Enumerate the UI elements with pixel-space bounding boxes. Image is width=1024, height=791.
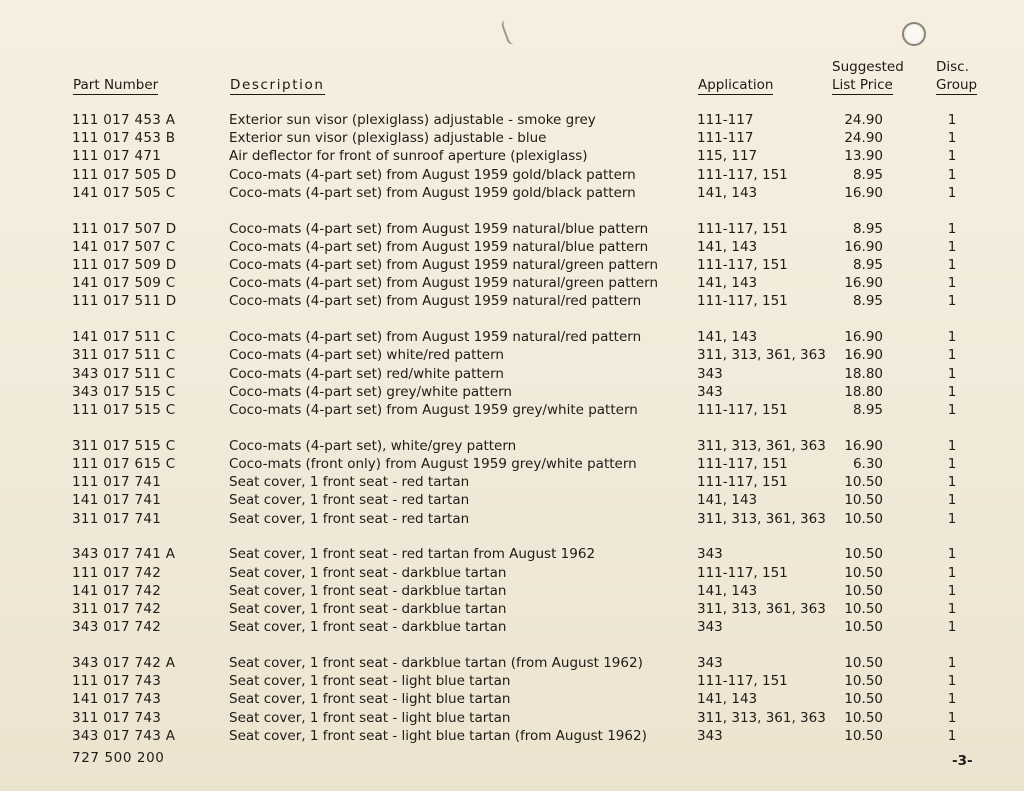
- disc-group-cell: 1: [947, 727, 957, 744]
- page-number: -3-: [952, 753, 973, 769]
- part-number-cell: 311 017 511 C: [72, 347, 176, 364]
- price-cell: 13.90: [844, 148, 883, 165]
- disc-group-cell: 1: [947, 437, 957, 454]
- price-cell: 8.95: [852, 293, 883, 310]
- price-cell: 10.50: [844, 546, 883, 563]
- part-number-cell: 343 017 741 A: [72, 546, 176, 563]
- table-row: [0, 654, 1024, 672]
- application-cell: 343: [697, 655, 723, 671]
- application-cell: 311, 313, 361, 363: [697, 510, 826, 527]
- description-cell: Seat cover, 1 front seat - red tartan: [229, 510, 470, 527]
- description-cell: Coco-mats (4-part set) from August 1959 natural/green pattern: [229, 257, 659, 273]
- disc-group-cell: 1: [947, 365, 957, 382]
- table-row: [0, 690, 1024, 708]
- price-cell: 10.50: [844, 727, 883, 744]
- description-cell: Seat cover, 1 front seat - light blue tartan (from August 1962): [229, 727, 647, 744]
- header-disc-group-line2: Group: [936, 77, 978, 93]
- price-cell: 8.95: [852, 220, 883, 237]
- part-number-cell: 343 017 515 C: [72, 383, 176, 400]
- part-number-cell: 141 017 507 C: [72, 238, 176, 255]
- description-cell: Seat cover, 1 front seat - red tartan: [229, 474, 470, 491]
- part-number-cell: 141 017 742: [72, 582, 162, 599]
- part-number-cell: 111 017 505 D: [72, 166, 177, 183]
- table-row: [0, 111, 1024, 129]
- disc-group-cell: 1: [947, 184, 957, 201]
- disc-group-cell: 1: [947, 456, 957, 472]
- disc-group-cell: 1: [947, 673, 957, 690]
- disc-group-cell: 1: [947, 130, 957, 147]
- price-cell: 24.90: [844, 130, 883, 147]
- application-cell: 111-117: [697, 130, 754, 147]
- price-cell: 10.50: [844, 510, 883, 527]
- table-row: [0, 672, 1024, 690]
- description-cell: Coco-mats (4-part set) from August 1959 natural/blue pattern: [229, 238, 649, 255]
- description-cell: Seat cover, 1 front seat - red tartan: [229, 492, 470, 509]
- application-cell: 343: [697, 365, 723, 382]
- application-cell: 111-117, 151: [697, 456, 788, 472]
- application-cell: 141, 143: [697, 492, 758, 509]
- description-cell: Coco-mats (4-part set), white/grey pattern: [229, 437, 517, 454]
- price-cell: 24.90: [844, 112, 883, 128]
- application-cell: 111-117: [697, 112, 754, 128]
- table-row: [0, 166, 1024, 184]
- description-cell: Coco-mats (4-part set) from August 1959 gold/black pattern: [229, 166, 636, 183]
- description-cell: Seat cover, 1 front seat - light blue tartan: [229, 709, 511, 726]
- part-number-cell: 141 017 511 C: [72, 329, 176, 346]
- table-row: [0, 220, 1024, 238]
- table-row: [0, 582, 1024, 600]
- disc-group-cell: 1: [947, 492, 957, 509]
- part-number-cell: 141 017 509 C: [72, 275, 176, 292]
- price-cell: 10.50: [844, 619, 883, 636]
- price-cell: 10.50: [844, 655, 883, 671]
- table-row: [0, 383, 1024, 401]
- disc-group-cell: 1: [947, 564, 957, 581]
- part-number-cell: 343 017 743 A: [72, 727, 176, 744]
- disc-group-cell: 1: [947, 166, 957, 183]
- part-number-cell: 311 017 742: [72, 601, 162, 617]
- part-number-cell: 343 017 511 C: [72, 365, 176, 382]
- table-row: [0, 129, 1024, 147]
- price-cell: 10.50: [844, 709, 883, 726]
- application-cell: 343: [697, 546, 723, 563]
- disc-group-cell: 1: [947, 238, 957, 255]
- application-cell: 141, 143: [697, 691, 758, 708]
- table-row: [0, 292, 1024, 310]
- part-number-cell: 141 017 741: [72, 492, 162, 509]
- part-number-cell: 111 017 511 D: [72, 293, 177, 310]
- application-cell: 111-117, 151: [697, 402, 788, 418]
- disc-group-cell: 1: [947, 112, 957, 128]
- price-cell: 10.50: [844, 582, 883, 599]
- description-cell: Seat cover, 1 front seat - darkblue tartan: [229, 619, 507, 636]
- disc-group-cell: 1: [947, 383, 957, 400]
- part-number-cell: 311 017 741: [72, 510, 162, 527]
- table-row: [0, 491, 1024, 509]
- price-cell: 16.90: [844, 238, 883, 255]
- disc-group-cell: 1: [947, 546, 957, 563]
- price-cell: 10.50: [844, 564, 883, 581]
- fold-mark: [500, 16, 524, 46]
- application-cell: 111-117, 151: [697, 673, 788, 690]
- price-cell: 10.50: [844, 492, 883, 509]
- part-number-cell: 111 017 515 C: [72, 402, 176, 418]
- part-number-cell: 141 017 743: [72, 691, 162, 708]
- description-cell: Seat cover, 1 front seat - light blue tartan: [229, 673, 511, 690]
- disc-group-cell: 1: [947, 510, 957, 527]
- disc-group-cell: 1: [947, 293, 957, 310]
- description-cell: Coco-mats (4-part set) from August 1959 natural/green pattern: [229, 275, 659, 292]
- application-cell: 141, 143: [697, 238, 758, 255]
- description-cell: Air deflector for front of sunroof aperture (plexiglass): [229, 148, 588, 165]
- description-cell: Seat cover, 1 front seat - darkblue tartan: [229, 582, 507, 599]
- price-cell: 16.90: [844, 275, 883, 292]
- disc-group-cell: 1: [947, 257, 957, 273]
- disc-group-cell: 1: [947, 275, 957, 292]
- part-number-cell: 111 017 615 C: [72, 456, 176, 472]
- part-number-cell: 111 017 509 D: [72, 257, 177, 273]
- part-number-cell: 343 017 742 A: [72, 655, 176, 671]
- disc-group-cell: 1: [947, 601, 957, 617]
- part-number-cell: 111 017 507 D: [72, 220, 177, 237]
- application-cell: 141, 143: [697, 184, 758, 201]
- application-cell: 141, 143: [697, 329, 758, 346]
- price-cell: 8.95: [852, 402, 883, 418]
- description-cell: Seat cover, 1 front seat - darkblue tartan: [229, 601, 507, 617]
- header-description: Description: [230, 77, 325, 93]
- table-row: [0, 238, 1024, 256]
- table-row: [0, 256, 1024, 274]
- price-cell: 18.80: [844, 365, 883, 382]
- description-cell: Seat cover, 1 front seat - light blue tartan: [229, 691, 511, 708]
- disc-group-cell: 1: [947, 402, 957, 418]
- description-cell: Coco-mats (4-part set) from August 1959 natural/red pattern: [229, 293, 642, 310]
- application-cell: 141, 143: [697, 582, 758, 599]
- disc-group-cell: 1: [947, 148, 957, 165]
- application-cell: 111-117, 151: [697, 220, 788, 237]
- table-row: [0, 545, 1024, 563]
- header-disc-group: [936, 58, 977, 94]
- disc-group-cell: 1: [947, 619, 957, 636]
- disc-group-cell: 1: [947, 329, 957, 346]
- price-cell: 10.50: [844, 474, 883, 491]
- disc-group-cell: 1: [947, 655, 957, 671]
- price-cell: 10.50: [844, 601, 883, 617]
- disc-group-cell: 1: [947, 220, 957, 237]
- table-row: [0, 401, 1024, 419]
- description-cell: Exterior sun visor (plexiglass) adjustable - blue: [229, 130, 547, 147]
- application-cell: 111-117, 151: [697, 257, 788, 273]
- part-number-cell: 111 017 741: [72, 474, 162, 491]
- table-row: [0, 600, 1024, 618]
- description-cell: Exterior sun visor (plexiglass) adjustable - smoke grey: [229, 112, 596, 128]
- description-cell: Coco-mats (front only) from August 1959 grey/white pattern: [229, 456, 637, 472]
- price-cell: 16.90: [844, 437, 883, 454]
- description-cell: Coco-mats (4-part set) from August 1959 natural/blue pattern: [229, 220, 649, 237]
- part-number-cell: 111 017 453 A: [72, 112, 176, 128]
- punch-hole: [902, 22, 926, 46]
- price-cell: 16.90: [844, 184, 883, 201]
- application-cell: 111-117, 151: [697, 293, 788, 310]
- price-cell: 18.80: [844, 383, 883, 400]
- description-cell: Coco-mats (4-part set) from August 1959 gold/black pattern: [229, 184, 636, 201]
- part-number-cell: 111 017 471: [72, 148, 162, 165]
- price-cell: 6.30: [852, 456, 883, 472]
- application-cell: 311, 313, 361, 363: [697, 709, 826, 726]
- application-cell: 343: [697, 619, 723, 636]
- description-cell: Coco-mats (4-part set) from August 1959 grey/white pattern: [229, 402, 638, 418]
- header-list-price-line2: List Price: [832, 77, 893, 93]
- application-cell: 311, 313, 361, 363: [697, 347, 826, 364]
- price-cell: 16.90: [844, 347, 883, 364]
- description-cell: Seat cover, 1 front seat - darkblue tartan: [229, 564, 507, 581]
- header-disc-group-line1: Disc.: [936, 59, 969, 75]
- application-cell: 311, 313, 361, 363: [697, 437, 826, 454]
- table-row: [0, 184, 1024, 202]
- header-part-number: Part Number: [73, 77, 159, 93]
- description-cell: Coco-mats (4-part set) from August 1959 natural/red pattern: [229, 329, 642, 346]
- description-cell: Coco-mats (4-part set) red/white pattern: [229, 365, 504, 382]
- application-cell: 111-117, 151: [697, 474, 788, 491]
- part-number-cell: 111 017 743: [72, 673, 162, 690]
- application-cell: 111-117, 151: [697, 166, 788, 183]
- price-cell: 8.95: [852, 166, 883, 183]
- part-number-cell: 311 017 515 C: [72, 437, 176, 454]
- application-cell: 141, 143: [697, 275, 758, 292]
- part-number-cell: 311 017 743: [72, 709, 162, 726]
- table-row: [0, 564, 1024, 582]
- price-cell: 16.90: [844, 329, 883, 346]
- part-number-cell: 141 017 505 C: [72, 184, 176, 201]
- price-cell: 10.50: [844, 691, 883, 708]
- application-cell: 311, 313, 361, 363: [697, 601, 826, 617]
- disc-group-cell: 1: [947, 691, 957, 708]
- application-cell: 343: [697, 727, 723, 744]
- table-row: [0, 709, 1024, 727]
- application-cell: 115, 117: [697, 148, 758, 165]
- table-row: [0, 473, 1024, 491]
- table-row: [0, 365, 1024, 383]
- disc-group-cell: 1: [947, 347, 957, 364]
- header-application: Application: [698, 77, 774, 93]
- description-cell: Seat cover, 1 front seat - red tartan from August 1962: [229, 546, 596, 563]
- part-number-cell: 111 017 742: [72, 564, 162, 581]
- price-cell: 8.95: [852, 257, 883, 273]
- table-row: [0, 346, 1024, 364]
- disc-group-cell: 1: [947, 709, 957, 726]
- application-cell: 111-117, 151: [697, 564, 788, 581]
- disc-group-cell: 1: [947, 582, 957, 599]
- part-number-cell: 343 017 742: [72, 619, 162, 636]
- header-list-price: [832, 58, 904, 94]
- table-row: [0, 328, 1024, 346]
- description-cell: Coco-mats (4-part set) white/red pattern: [229, 347, 504, 364]
- table-row: [0, 437, 1024, 455]
- header-list-price-line1: Suggested: [832, 59, 904, 75]
- table-row: [0, 510, 1024, 528]
- catalog-number: 727 500 200: [72, 750, 165, 766]
- table-row: [0, 274, 1024, 292]
- application-cell: 343: [697, 383, 723, 400]
- description-cell: Coco-mats (4-part set) grey/white pattern: [229, 383, 512, 400]
- table-row: [0, 455, 1024, 473]
- price-cell: 10.50: [844, 673, 883, 690]
- description-cell: Seat cover, 1 front seat - darkblue tartan (from August 1962): [229, 655, 643, 671]
- part-number-cell: 111 017 453 B: [72, 130, 176, 147]
- table-row: [0, 618, 1024, 636]
- table-row: [0, 147, 1024, 165]
- disc-group-cell: 1: [947, 474, 957, 491]
- table-row: [0, 727, 1024, 745]
